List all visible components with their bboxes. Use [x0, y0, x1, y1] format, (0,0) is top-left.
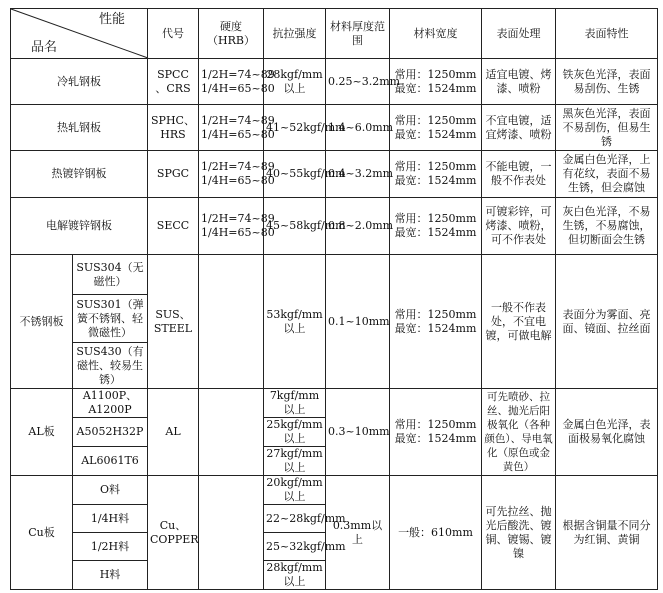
- row-hot-galvanized: [11, 151, 658, 198]
- sub-grade: H料: [73, 561, 148, 590]
- thickness-cell: 0.8~2.0mm: [326, 198, 390, 255]
- product-name: 热镀锌钢板: [11, 151, 148, 198]
- header-property-label: 性能: [98, 12, 125, 27]
- header-code: 代号: [148, 9, 199, 59]
- product-name: 热轧钢板: [11, 105, 148, 151]
- char-cell: 铁灰色光泽，表面易刮伤、生锈: [556, 59, 658, 105]
- code-cell: SUS、STEEL: [148, 255, 199, 389]
- width-cell: 常用：1250mm 最宽：1524mm: [390, 59, 482, 105]
- sub-grade: 1/2H料: [73, 533, 148, 561]
- tensile-cell: 53kgf/mm以上: [264, 255, 326, 389]
- code-cell: SPGC: [148, 151, 199, 198]
- char-cell: 金属白色光泽，表面极易氧化腐蚀: [556, 389, 658, 476]
- header-product-label: 品名: [31, 40, 58, 55]
- header-hardness: 硬度（HRB）: [199, 9, 264, 59]
- hardness-cell: 1/2H=74~89 1/4H=65~80: [199, 105, 264, 151]
- hardness-cell: 1/2H=74~89 1/4H=65~80: [199, 151, 264, 198]
- tensile-cell: 41~52kgf/mm: [264, 105, 326, 151]
- width-cell: 常用：1250mm 最宽：1524mm: [390, 105, 482, 151]
- row-electro-galvanized: [11, 198, 658, 255]
- header-surface-char: 表面特性: [556, 9, 658, 59]
- hardness-cell: [199, 255, 264, 389]
- material-spec-table-wrapper: [10, 8, 658, 590]
- hardness-cell: 1/2H=74~89 1/4H=65~80: [199, 198, 264, 255]
- hardness-cell: 1/2H=74~89 1/4H=65~80: [199, 59, 264, 105]
- row-cold-rolled: [11, 59, 658, 105]
- code-cell: SPCC 、CRS: [148, 59, 199, 105]
- material-spec-table: [10, 8, 658, 590]
- product-name: Cu板: [11, 476, 73, 590]
- header-row: [11, 9, 658, 59]
- thickness-cell: 0.3mm以上: [326, 476, 390, 590]
- code-cell: SPHC、HRS: [148, 105, 199, 151]
- treatment-cell: 一般不作表处，不宜电镀，可做电解: [482, 255, 556, 389]
- char-cell: 黑灰色光泽，表面不易刮伤，但易生锈: [556, 105, 658, 151]
- width-cell: 常用：1250mm 最宽：1524mm: [390, 389, 482, 476]
- width-cell: 常用：1250mm 最宽：1524mm: [390, 198, 482, 255]
- hardness-cell: [199, 476, 264, 590]
- char-cell: 灰白色光泽，不易生锈，不易腐蚀，但切断面会生锈: [556, 198, 658, 255]
- tensile-cell: 25~32kgf/mm: [264, 533, 326, 561]
- tensile-cell: 45~58kgf/mm: [264, 198, 326, 255]
- row-hot-rolled: [11, 105, 658, 151]
- tensile-cell: 40~55kgf/mm: [264, 151, 326, 198]
- sub-grade: SUS301（弹簧不锈钢、轻微磁性）: [73, 295, 148, 343]
- row-copper-1: [11, 476, 658, 505]
- sub-grade: A5052H32P: [73, 418, 148, 447]
- sub-grade: AL6061T6: [73, 447, 148, 476]
- tensile-cell: 27kgf/mm以上: [264, 447, 326, 476]
- code-cell: AL: [148, 389, 199, 476]
- product-name: 电解镀锌钢板: [11, 198, 148, 255]
- thickness-cell: 0.4~3.2mm: [326, 151, 390, 198]
- header-tensile: 抗拉强度: [264, 9, 326, 59]
- product-name: AL板: [11, 389, 73, 476]
- thickness-cell: 0.25~3.2mm: [326, 59, 390, 105]
- header-width: 材料宽度: [390, 9, 482, 59]
- tensile-cell: 22~28kgf/mm: [264, 505, 326, 533]
- width-cell: 常用：1250mm 最宽：1524mm: [390, 151, 482, 198]
- row-aluminium-1: [11, 389, 658, 418]
- sub-grade: SUS430（有磁性、较易生锈）: [73, 343, 148, 389]
- width-cell: 常用：1250mm 最宽：1524mm: [390, 255, 482, 389]
- thickness-cell: 0.3~10mm: [326, 389, 390, 476]
- thickness-cell: 0.1~10mm: [326, 255, 390, 389]
- char-cell: 根据含铜量不同分为红铜、黄铜: [556, 476, 658, 590]
- sub-grade: SUS304（无磁性）: [73, 255, 148, 295]
- treatment-cell: 可镀彩锌，可烤漆、喷粉，可不作表处: [482, 198, 556, 255]
- tensile-cell: 25kgf/mm以上: [264, 418, 326, 447]
- thickness-cell: 1.4~6.0mm: [326, 105, 390, 151]
- header-diagonal-cell: [11, 9, 148, 59]
- row-stainless-1: [11, 255, 658, 295]
- product-name: 不锈钢板: [11, 255, 73, 389]
- treatment-cell: 适宜电镀、烤漆、喷粉: [482, 59, 556, 105]
- header-surface-treatment: 表面处理: [482, 9, 556, 59]
- tensile-cell: 20kgf/mm以上: [264, 476, 326, 505]
- sub-grade: 1/4H料: [73, 505, 148, 533]
- code-cell: SECC: [148, 198, 199, 255]
- treatment-cell: 可先拉丝、抛光后酸洗、镀铜、镀锡、镀镍: [482, 476, 556, 590]
- treatment-cell: 不宜电镀，适宜烤漆、喷粉: [482, 105, 556, 151]
- width-cell: 一般：610mm: [390, 476, 482, 590]
- product-name: 冷轧钢板: [11, 59, 148, 105]
- code-cell: Cu、COPPER: [148, 476, 199, 590]
- sub-grade: A1100P、A1200P: [73, 389, 148, 418]
- sub-grade: O料: [73, 476, 148, 505]
- char-cell: 金属白色光泽，上有花纹，表面不易生锈，但会腐蚀: [556, 151, 658, 198]
- header-thickness: 材料厚度范围: [326, 9, 390, 59]
- tensile-cell: 28kgf/mm以上: [264, 59, 326, 105]
- tensile-cell: 28kgf/mm以上: [264, 561, 326, 590]
- hardness-cell: [199, 389, 264, 476]
- char-cell: 表面分为雾面、亮面、镜面、拉丝面: [556, 255, 658, 389]
- tensile-cell: 7kgf/mm以上: [264, 389, 326, 418]
- treatment-cell: 可先喷砂、拉丝、抛光后阳极氧化（各种颜色）、导电氧化（原色或金黄色）: [482, 389, 556, 476]
- treatment-cell: 不能电镀，一般不作表处: [482, 151, 556, 198]
